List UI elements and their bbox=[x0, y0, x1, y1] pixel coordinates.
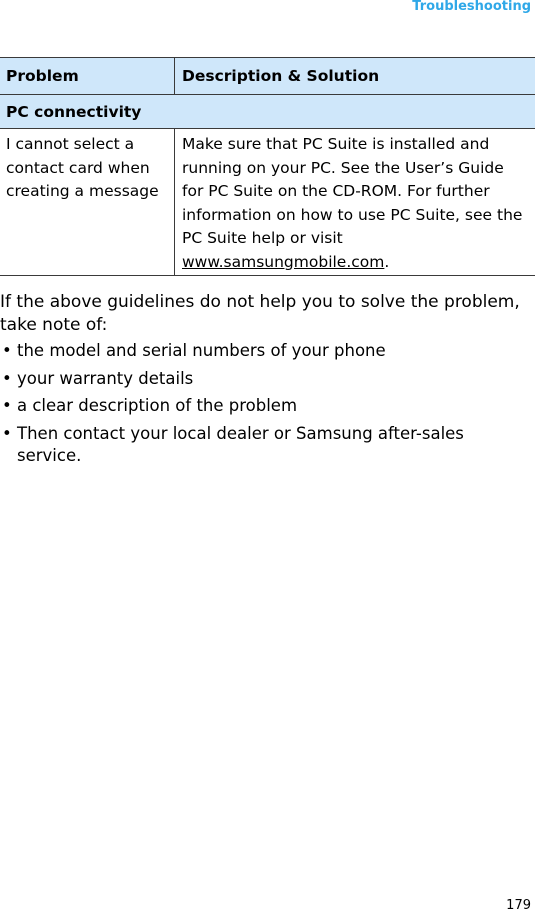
table-row bbox=[0, 129, 535, 276]
problem-cell: I cannot select a contact card when creating a message bbox=[0, 129, 175, 276]
list-item-text: the model and serial numbers of your phone bbox=[17, 341, 386, 360]
bullet-icon: • bbox=[2, 368, 12, 388]
solution-text: Make sure that PC Suite is installed and running on your PC. See the User’s Guide for PC Suite on the CD-ROM. For further information on how to use PC Suite, see the PC Suite help or visit bbox=[182, 135, 523, 247]
list-item bbox=[0, 340, 520, 363]
website-link[interactable]: www.samsungmobile.com bbox=[182, 252, 385, 271]
bullet-icon: • bbox=[2, 341, 12, 360]
bullet-icon: • bbox=[2, 423, 12, 443]
troubleshooting-table bbox=[0, 57, 535, 276]
solution-cell bbox=[175, 129, 536, 276]
list-item-text: Then contact your local dealer or Samsung after-sales service. bbox=[17, 423, 464, 465]
section-title: Troubleshooting bbox=[412, 0, 531, 14]
list-item bbox=[0, 395, 520, 418]
section-label: PC connectivity bbox=[0, 95, 535, 129]
solution-end: . bbox=[384, 252, 390, 271]
table-header-row bbox=[0, 58, 535, 95]
list-item bbox=[0, 423, 520, 468]
table-section-row bbox=[0, 95, 535, 129]
list-item-text: your warranty details bbox=[17, 368, 194, 388]
list-item bbox=[0, 368, 520, 391]
note-intro: If the above guidelines do not help you to solve the problem, take note of: bbox=[0, 292, 520, 335]
column-header-solution: Description & Solution bbox=[175, 58, 536, 95]
bullet-icon: • bbox=[2, 396, 12, 415]
page-number: 179 bbox=[506, 898, 531, 913]
bullet-list bbox=[0, 340, 520, 473]
list-item-text: a clear description of the problem bbox=[17, 396, 298, 415]
column-header-problem: Problem bbox=[0, 58, 175, 95]
